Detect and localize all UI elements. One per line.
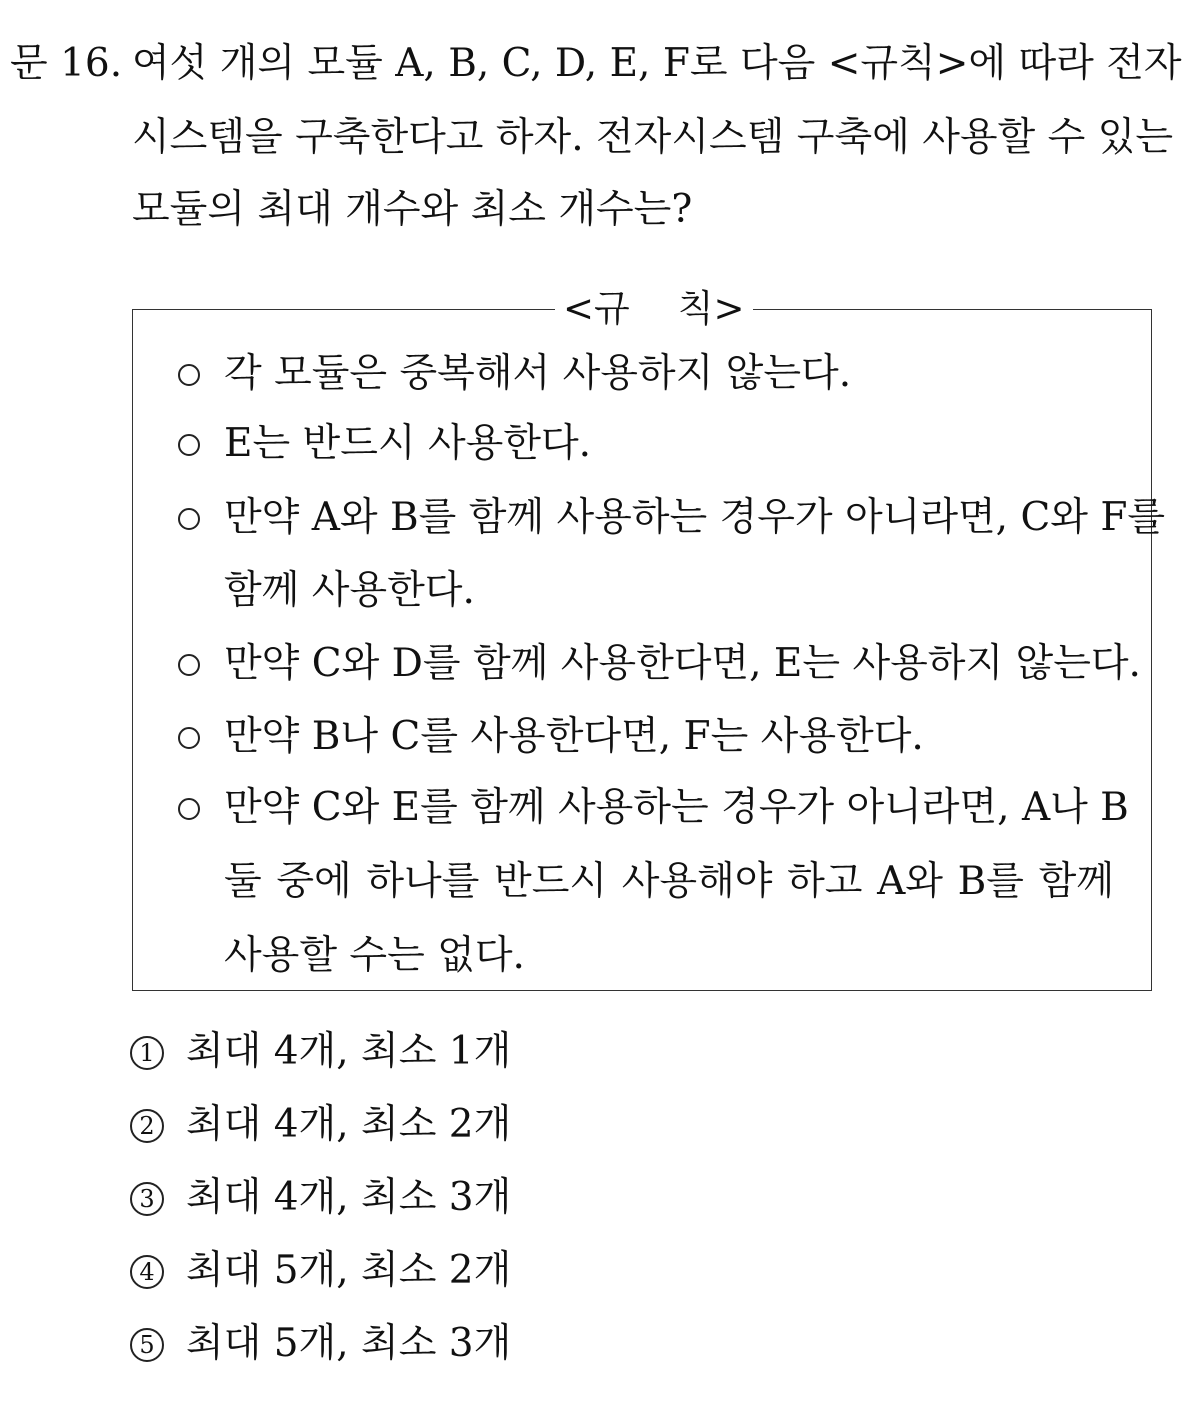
question-text-line-2: 시스템을 구축한다고 하자. 전자시스템 구축에 사용할 수 있는 (132, 115, 1174, 160)
rule-6-line-1: 만약 C와 E를 함께 사용하는 경우가 아니라면, A나 B (224, 785, 1129, 830)
choice-5-text: 최대 5개, 최소 3개 (186, 1321, 512, 1366)
rule-bullet-icon (178, 798, 200, 820)
rule-4-line-1: 만약 C와 D를 함께 사용한다면, E는 사용하지 않는다. (224, 641, 1141, 686)
rule-6-line-3: 사용할 수는 없다. (224, 933, 525, 978)
choice-1-text: 최대 4개, 최소 1개 (186, 1029, 512, 1074)
rules-title-right: 칙> (677, 287, 745, 330)
rule-bullet-icon (178, 364, 200, 386)
rule-bullet-icon (178, 654, 200, 676)
rule-1-line-1: 각 모듈은 중복해서 사용하지 않는다. (224, 351, 852, 396)
rule-3-line-1: 만약 A와 B를 함께 사용하는 경우가 아니라면, C와 F를 (224, 495, 1166, 540)
choice-2-text: 최대 4개, 최소 2개 (186, 1102, 512, 1147)
choice-2-number: 2 (130, 1109, 164, 1143)
question-text-line-1: 여섯 개의 모듈 A, B, C, D, E, F로 다음 <규칙>에 따라 전자 (132, 41, 1182, 86)
rule-5-line-1: 만약 B나 C를 사용한다면, F는 사용한다. (224, 714, 924, 759)
choice-4-number: 4 (130, 1255, 164, 1289)
rules-title-left: <규 (563, 287, 630, 330)
rule-3-line-2: 함께 사용한다. (224, 568, 475, 613)
choice-1-number: 1 (130, 1036, 164, 1070)
choice-5-number: 5 (130, 1328, 164, 1362)
rules-title (555, 283, 753, 335)
rule-bullet-icon (178, 508, 200, 530)
rule-6-line-2: 둘 중에 하나를 반드시 사용해야 하고 A와 B를 함께 (224, 859, 1114, 904)
choice-4-text: 최대 5개, 최소 2개 (186, 1248, 512, 1293)
question-text-line-3: 모듈의 최대 개수와 최소 개수는? (132, 187, 693, 232)
choice-3-text: 최대 4개, 최소 3개 (186, 1175, 512, 1220)
rule-bullet-icon (178, 727, 200, 749)
rule-2-line-1: E는 반드시 사용한다. (224, 421, 592, 466)
choice-3-number: 3 (130, 1182, 164, 1216)
rule-bullet-icon (178, 434, 200, 456)
question-number: 문 16. (10, 41, 123, 86)
